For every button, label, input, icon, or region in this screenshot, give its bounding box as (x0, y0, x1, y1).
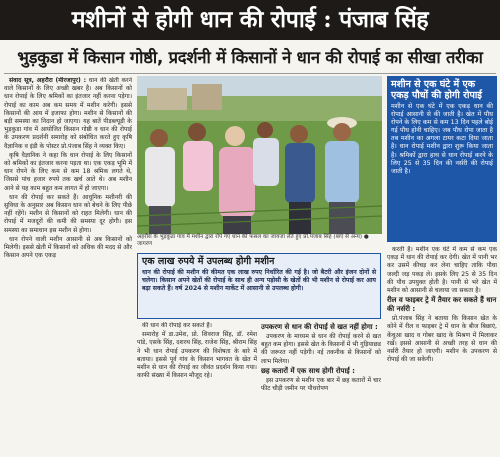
highlight-box-title: मशीन से एक घंटे में एक एकड़ पौधों की होगी रोपाई (391, 79, 482, 101)
article-paragraph: उपकरण के माध्यम से धान की रोपाई करने से खत बहुत कम होगा। इससे खेत के किसानों में भी गुड़ियाछड की जरूरत नहीं पड़ेगी। नई तकनीक से किसानों को लाभ मिलेगा। (261, 333, 381, 365)
info-box (137, 253, 381, 319)
article-column-1 (4, 77, 132, 455)
article-paragraph: धान रोपने वाली मशीन आसानी से अब किसानों को मिलेगी। इससे खेती में किसानों को अधिक की मदद से और किसान अपने एक एकड़ (4, 235, 132, 260)
photo-caption: अहरौरा के भुड़कुडा गांव में मशीन द्वारा रोपे गए धान की फसल का जायजा लेते हुए प्रो.पंजाब सिंह (बाएं से अन्य) ● जागरण (137, 234, 369, 247)
article-paragraph: प्रो.पंजाब सिंह ने बताया कि किसान खेत के कोने में रील व फाइबर ट्रे में धान के बीज बिछाएं, केंचुआ खाद व गोबर खाद के मिश्रण में मिलाकर रखें। इससे आसानी से अच्छी तरह से धान की नर्सरी तैयार हो जाएगी। मशीन के उपकरण से रोपाई की जा सकेगी। (387, 315, 497, 364)
info-box-title: एक लाख रुपये में उपलब्ध होगी मशीन (142, 256, 275, 267)
section-subhead: उपकरण से धान की रोपाई से खत नहीं होगा : (261, 323, 378, 331)
field-visit-photo (137, 76, 382, 234)
article-paragraph: धान की रोपाई कर सकते हैं। आधुनिक मशीनरी की सुविधा के अनुसार अब किसान धान को बेचने के लिए पीछे नहीं रहेंगे। मशीन से किसानों को राहत मिलेगी। धान की रोपाई में मजदूरों की कमी की समस्या दूर होगी। इस समस्या का समाधान इस मशीन से होगा। (4, 193, 132, 234)
article-paragraph: समारोह में डा.उमेश, प्रो. शिवराज सिंह, डॉ. रमेश पांडे, एसके सिंह, दशरथ सिंह, राजेश सिंह, श्रीराम सिंह ने भी धान रोपाई उपकरण की विशेषता के बारे में बताया। इससे पूर्व गांव के किसान भागवत के खेत में मशीन से धान की रोपाई का जीवंत प्रदर्शन किया गया। काफी संख्या में किसान मौजूद रहे। (137, 331, 257, 380)
article-column-4 (387, 246, 497, 455)
article-paragraph: की धान की रोपाई कर सकते हैं। (142, 322, 212, 329)
divider (4, 73, 496, 74)
highlight-box-body: मशीन से एक घंटे में एक एकड़ धान की रोपाई आसानी से की जाती है। खेत में पौध रोपने के लिए कम से कम 13 दिन पहले बोई गई पौध होनी चाहिए। जब पौध रोपा जाता है तब मशीन का अगला टायर कटा दिया जाता है। धान रोपाई मशीन द्वारा शुरू किया जाता है। श्रमिकों द्वारा हाथ से धान रोपाई करने के लिए 25 से 35 दिन की नर्सरी की रोपाई जाती है। (391, 103, 493, 175)
section-subhead: छह कतारों में एक साथ होगी रोपाई : (261, 366, 355, 375)
article-paragraph: कृषि वैज्ञानिक ने कहा कि धान रोपाई के लिए किसानों को श्रमिकों का इंतजार करना पड़ता था। एक एकड़ भूमि में धान रोपने के लिए कम से कम 18 श्रमिक लगते थे, जिससे पांच हजार रुपये तक खर्च आते थे। अब मशीन आने से यह काम बहुत कम लागत में हो जाएगा। (4, 151, 132, 192)
article-paragraph: इस उपकरण से मशीन एक बार में छह कतारों में चार फीट चौड़ी जमीन पर पौधरोपण (261, 376, 381, 393)
byline: संवाद सूत्र, अहरौरा (मीरजापुर) : (9, 77, 87, 84)
article-paragraph: धान की खेती करने वाले किसानों के लिए अच्छी खबर है। अब किसानों को धान रोपाई के लिए श्रमिकों का इंतजार नहीं करना पड़ेगा। रोपाई का काम अब कम समय में मशीन करेगी। इससे किसानों की आय में इजाफा होगा। मशीन से किसानों की बड़ी समस्या का निदान हो जाएगा। यह बातें पीडब्ल्यूडी के भुड़कुडा गांव में आयोजित किसान गोष्ठी व धान की रोपाई के उपकरण प्रदर्शनी समारोह को संबोधित करते हुए कृषि वैज्ञानिक व इंडी के पोस्टर प्रो.पंजाब सिंह ने व्यक्त किए। (4, 77, 132, 150)
news-photo (137, 76, 382, 234)
article-column-3 (261, 322, 381, 455)
headline: मशीनों से होगी धान की रोपाई : पंजाब सिंह (0, 0, 500, 40)
article-column-2 (137, 322, 257, 455)
article-paragraph: करती है। मशीन एक घंटे में कम से कम एक एकड़ में धान की रोपाई कर देगी। खेत में पानी भर कर उसमें कीचड़ कर लेना चाहिए ताकि पौधा जल्दी जड़ पकड़ ले। इसके लिए 25 से 35 दिन की पौध उपयुक्त होती है। पानी से भरे खेत में मशीन को आसानी से चलाया जा सकता है। (387, 246, 497, 295)
highlight-box (387, 76, 497, 242)
section-subhead: रील व फाइबर ट्रे में तैयार कर सकते हैं धान की नर्सरी : (387, 296, 497, 314)
info-box-body: धान की रोपाई की मशीन की कीमत एक लाख रुपए निर्धारित की गई है। जो बैटरी और इंजन दोनों से चलेगा। किसान अपने खेतों की रोपाई के साथ ही अन्य पड़ोसी के खेतों की भी मशीन से रोपाई कर आय बढ़ा सकते हैं। वर्ष 2024 से मशीन मार्केट में आसानी से उपलब्ध होगी। (142, 269, 376, 292)
subheadline: भुड़कुडा में किसान गोष्ठी, प्रदर्शनी में किसानों ने धान की रोपाई का सीखा तरीका (17, 48, 483, 67)
